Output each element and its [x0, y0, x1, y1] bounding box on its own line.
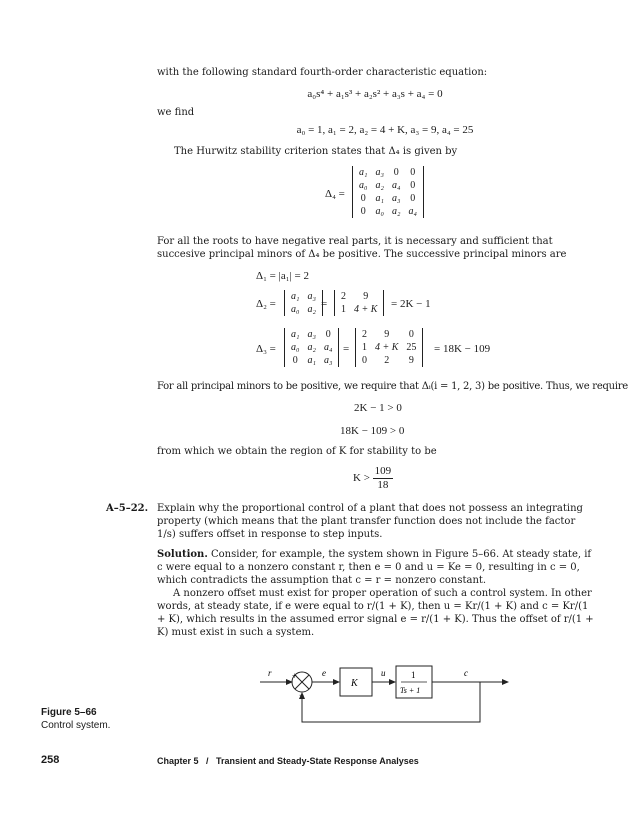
delta3-sym-cell: a₄ — [323, 342, 333, 353]
delta4-cell: 0 — [393, 167, 399, 178]
delta4-cell: 0 — [360, 206, 366, 217]
delta3-sym-cell: a₃ — [307, 329, 316, 340]
delta3-num-cell: 25 — [406, 342, 417, 353]
delta3-label: Δ₃ = — [256, 343, 276, 355]
delta2-num-cell: 1 — [341, 304, 346, 315]
delta3-sym-cell: a₁ — [307, 355, 316, 366]
block-diagram — [240, 660, 540, 740]
delta3-num-cell: 4 + K — [375, 342, 399, 353]
delta4-cell: a₀ — [375, 206, 384, 217]
delta1: Δ₁ = |a₁| = 2 — [256, 270, 309, 282]
inequality-1: 2K − 1 > 0 — [354, 402, 402, 414]
delta2-result: = 2K − 1 — [391, 298, 431, 310]
k-denominator: 18 — [377, 479, 389, 491]
delta3-num-row — [358, 328, 420, 341]
delta3-numeric — [355, 328, 423, 367]
delta2-label: Δ₂ = — [256, 298, 276, 310]
delta2-sym-cell: a₃ — [307, 291, 316, 302]
feedback-path — [302, 682, 480, 722]
page-number: 258 — [41, 754, 60, 766]
plant-numerator: 1 — [411, 670, 416, 680]
delta3-sym-row — [287, 341, 336, 354]
delta2-sym-cell: a₂ — [307, 304, 316, 315]
delta2-sym-cell: a₁ — [291, 291, 300, 302]
gain-label: K — [351, 678, 358, 689]
delta2-eq: = — [321, 298, 328, 310]
delta3-num-cell: 9 — [408, 355, 414, 366]
delta2-sym-cell: a₀ — [291, 304, 300, 315]
delta3-num-cell: 9 — [384, 329, 390, 340]
delta4-row — [355, 166, 421, 179]
delta4-cell: a₀ — [359, 180, 368, 191]
delta3-sym-cell: a₁ — [291, 329, 300, 340]
delta4-cell: 0 — [410, 180, 416, 191]
k-numerator: 109 — [374, 465, 392, 477]
signal-e: e — [322, 668, 326, 678]
delta3-num-cell: 0 — [408, 329, 414, 340]
solution-paragraph — [157, 548, 597, 587]
delta2-sym-row — [287, 303, 320, 316]
delta4-label: Δ₄ = — [325, 188, 345, 200]
delta4-row — [355, 205, 421, 218]
delta3-sym-cell: a₀ — [291, 342, 300, 353]
k-lhs: K > — [353, 472, 370, 484]
signal-r: r — [268, 668, 272, 678]
delta2-num-row — [337, 303, 381, 316]
delta4-determinant — [352, 166, 424, 218]
delta3-sym-cell: 0 — [292, 355, 298, 366]
delta2-symbolic — [284, 290, 323, 316]
delta2-numeric — [334, 290, 384, 316]
delta4-cell: a₂ — [375, 180, 384, 191]
delta4-cell: a₂ — [391, 206, 401, 217]
characteristic-equation: a₀s⁴ + a₁s³ + a₂s² + a₃s + a₄ = 0 — [307, 88, 443, 100]
delta3-sym-cell: a₃ — [323, 355, 333, 366]
signal-u: u — [381, 668, 386, 678]
plant-denominator: Ts + 1 — [400, 686, 421, 695]
offset-paragraph: A nonzero offset must exist for proper operation of such a control system. In other words, at steady state, if e were equal to r/(1 + K), then u = Kr/(1 + K) and c = Kr/(1 + K), which results in the assumed error signal e = r/(1 + K). Thus the offset of r/(1 + K) must exist in such a system. — [157, 588, 594, 638]
hurwitz-text: The Hurwitz stability criterion states that Δ₄ is given by — [174, 146, 458, 157]
delta2-num-cell: 4 + K — [354, 304, 378, 315]
k-fraction — [373, 465, 394, 492]
delta3-num-cell: 2 — [362, 329, 367, 340]
delta2-num-cell: 9 — [363, 291, 369, 302]
inequality-2: 18K − 109 > 0 — [340, 425, 405, 437]
delta3-sym-cell: 0 — [325, 329, 331, 340]
solution-label: Solution. — [157, 549, 208, 560]
delta3-sym-row — [287, 328, 336, 341]
delta3-sym-row — [287, 354, 336, 367]
we-find-text: we find — [157, 107, 195, 118]
minus-sign: − — [299, 690, 305, 700]
delta4-row — [355, 179, 421, 192]
delta2-num-row — [337, 290, 381, 303]
require-text: For all principal minors to be positive, we require that Δᵢ(i = 1, 2, 3) be positive. Thus, we require — [157, 381, 628, 392]
delta4-cell: a₄ — [391, 180, 401, 191]
delta4-cell: a₁ — [375, 193, 384, 204]
delta3-num-row — [358, 341, 420, 354]
coefficients: a₀ = 1, a₁ = 2, a₂ = 4 + K, a₃ = 9, a₄ = 25 — [296, 124, 474, 136]
signal-c: c — [464, 668, 468, 678]
delta3-symbolic — [284, 328, 339, 367]
delta4-cell: a₄ — [408, 206, 417, 217]
delta4-row — [355, 192, 421, 205]
delta4-cell: a₁ — [359, 167, 368, 178]
intro-text: with the following standard fourth-order characteristic equation: — [157, 67, 488, 78]
delta4-cell: 0 — [410, 193, 416, 204]
plus-sign: + — [292, 671, 298, 681]
delta3-num-cell: 0 — [362, 355, 367, 366]
k-inequality — [353, 465, 393, 492]
delta3-sym-cell: a₂ — [307, 342, 316, 353]
delta4-cell: a₃ — [391, 193, 401, 204]
delta4-cell: a₃ — [375, 167, 384, 178]
problem-text: Explain why the proportional control of a plant that does not possess an integrating property (which means that the plant transfer function does not include the factor 1/s) suffers offset in response to step inputs. — [157, 503, 583, 540]
problem-label: A–5–22. — [106, 503, 149, 514]
delta4-cell: 0 — [410, 167, 416, 178]
delta2-sym-row — [287, 290, 320, 303]
minors-text: For all the roots to have negative real parts, it is necessary and sufficient that succesive principal minors of Δ₄ be positive. The successive principal minors are — [157, 236, 567, 260]
delta3-num-cell: 2 — [384, 355, 390, 366]
figure-label: Figure 5–66 — [41, 707, 97, 718]
delta3-num-row — [358, 354, 420, 367]
delta3-eq: = — [343, 343, 350, 355]
delta3-num-cell: 1 — [362, 342, 367, 353]
solution-text: Consider, for example, the system shown in Figure 5–66. At steady state, if c were equal to a nonzero constant r, then e = 0 and u = Ke = 0, resulting in c = 0, which contradicts the assumption that c = r = nonzero constant. — [157, 549, 592, 586]
delta4-cell: 0 — [360, 193, 366, 204]
chapter-footer: Chapter 5 / Transient and Steady-State Response Analyses — [157, 756, 419, 766]
figure-caption: Control system. — [41, 720, 111, 731]
delta3-result: = 18K − 109 — [434, 343, 491, 355]
region-text: from which we obtain the region of K for stability to be — [157, 446, 437, 457]
delta2-num-cell: 2 — [341, 291, 346, 302]
